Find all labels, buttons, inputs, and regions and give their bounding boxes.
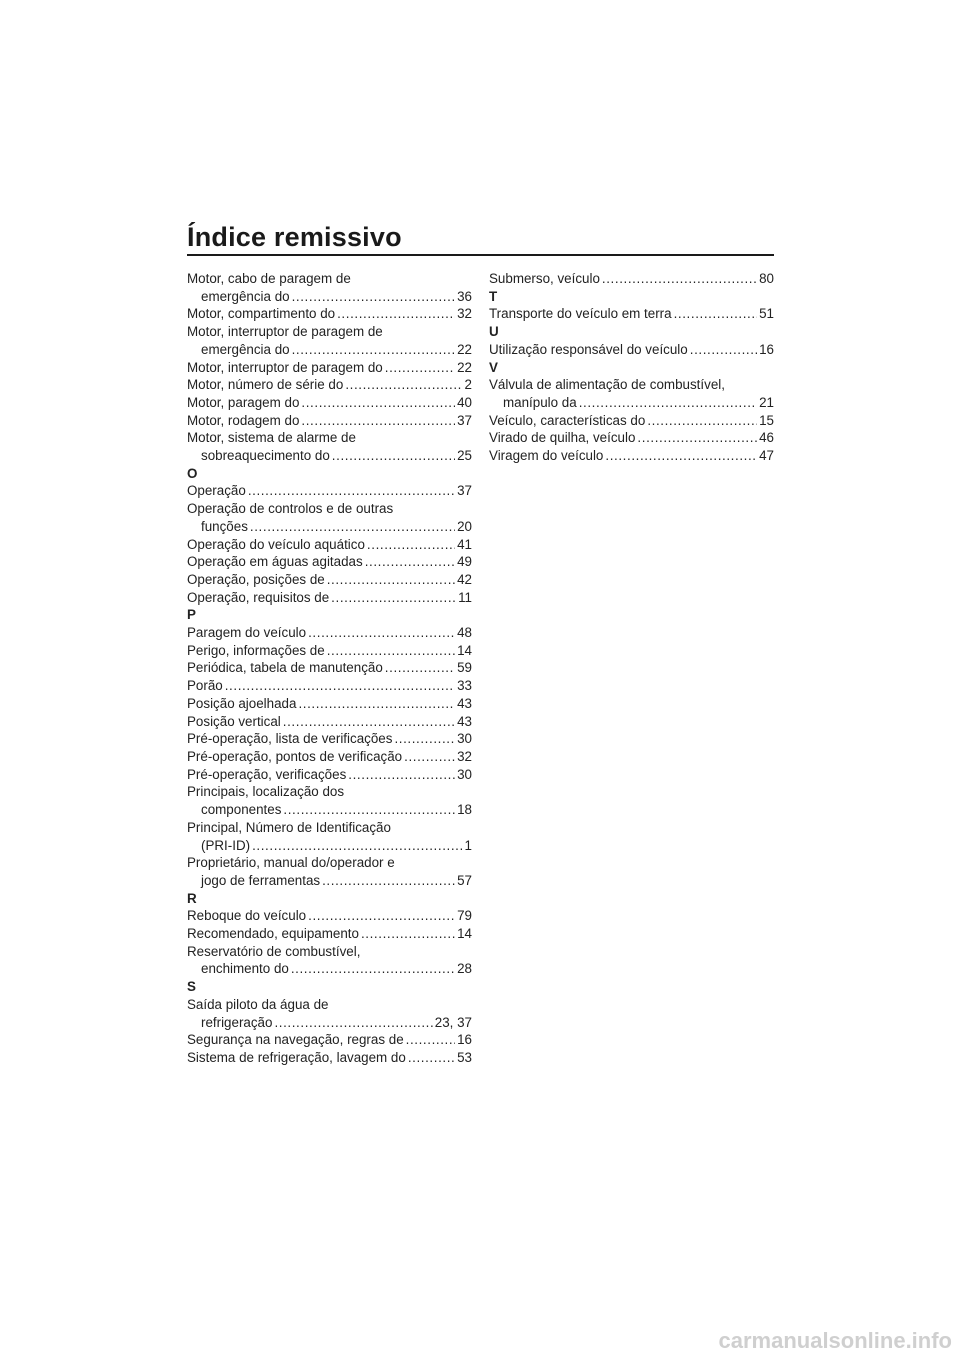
dot-leader xyxy=(283,713,455,731)
index-entry xyxy=(187,571,472,589)
index-page-number: 32 xyxy=(457,306,472,322)
index-page-number: 46 xyxy=(759,430,774,446)
index-letter-heading: R xyxy=(187,890,197,906)
dot-leader xyxy=(647,412,757,430)
index-entry xyxy=(187,925,472,943)
dot-leader xyxy=(637,429,757,447)
index-entry xyxy=(187,482,472,500)
index-entry xyxy=(187,819,472,854)
dot-leader xyxy=(332,447,455,465)
index-entry xyxy=(187,412,472,430)
index-entry-text: Operação de controlos e de outras xyxy=(187,501,394,517)
index-page-number: 59 xyxy=(457,660,472,676)
index-entry-text: emergência do xyxy=(201,288,290,304)
index-page-number: 22 xyxy=(457,341,472,357)
index-page-number: 18 xyxy=(457,802,472,818)
index-entry-text: Motor, cabo de paragem de xyxy=(187,271,351,286)
index-entry-text: Perigo, informações de xyxy=(187,642,325,658)
dot-leader xyxy=(292,341,456,359)
index-page-number: 51 xyxy=(759,306,774,322)
index-entry xyxy=(187,394,472,412)
index-entry-text: (PRI-ID) xyxy=(201,837,251,853)
index-entry-text: Periódica, tabela de manutenção xyxy=(187,660,383,676)
index-entry xyxy=(187,748,472,766)
index-letter-heading: O xyxy=(187,465,198,481)
index-entry-text: Válvula de alimentação de combustível, xyxy=(489,377,725,393)
index-entry xyxy=(187,713,472,731)
index-entry xyxy=(187,536,472,554)
index-page-number: 14 xyxy=(457,642,472,658)
dot-leader xyxy=(327,642,455,660)
index-entry-text: Reservatório de combustível, xyxy=(187,943,361,959)
index-page-number: 28 xyxy=(457,961,472,977)
index-page-number: 2 xyxy=(464,377,472,393)
index-page-number: 25 xyxy=(457,448,472,464)
index-entry-text: jogo de ferramentas xyxy=(201,872,321,888)
index-page-number: 47 xyxy=(759,448,774,464)
index-entry xyxy=(489,270,774,288)
index-entry-text: Motor, rodagem do xyxy=(187,412,300,428)
index-column-left xyxy=(187,270,472,1067)
index-page-number: 20 xyxy=(457,518,472,534)
dot-leader xyxy=(394,730,455,748)
index-entry xyxy=(187,695,472,713)
dot-leader xyxy=(248,482,455,500)
dot-leader xyxy=(345,376,462,394)
dot-leader xyxy=(322,872,455,890)
index-entry-text: Viragem do veículo xyxy=(489,448,604,464)
index-entry xyxy=(187,376,472,394)
index-entry-text: Paragem do veículo xyxy=(187,625,307,641)
index-entry-text: Transporte do veículo em terra xyxy=(489,306,672,322)
index-entry-text: Submerso, veículo xyxy=(489,271,600,286)
index-entry xyxy=(187,429,472,464)
index-entry-text: Motor, paragem do xyxy=(187,394,300,410)
index-page-number: 41 xyxy=(457,536,472,552)
index-letter-heading: P xyxy=(187,607,196,623)
dot-leader xyxy=(690,341,757,359)
index-page-number: 36 xyxy=(457,288,472,304)
index-page-number: 40 xyxy=(457,394,472,410)
index-entry-text: Pré-operação, lista de verificações xyxy=(187,731,393,747)
index-page-number: 15 xyxy=(759,412,774,428)
page-title: Índice remissivo xyxy=(187,222,402,252)
index-entry xyxy=(187,996,472,1031)
index-entry-text: Reboque do veículo xyxy=(187,908,307,924)
dot-leader xyxy=(348,766,455,784)
index-entry xyxy=(187,270,472,305)
index-entry-text: enchimento do xyxy=(201,961,289,977)
index-entry-text: Recomendado, equipamento xyxy=(187,926,359,942)
index-entry-text: Motor, interruptor de paragem de xyxy=(187,324,383,340)
index-entry xyxy=(187,854,472,889)
dot-leader xyxy=(250,518,455,536)
index-entry-text: Operação, requisitos de xyxy=(187,589,330,605)
index-entry-text: Segurança na navegação, regras de xyxy=(187,1032,404,1048)
index-page-number: 43 xyxy=(457,713,472,729)
index-entry-text: Operação do veículo aquático xyxy=(187,536,365,552)
dot-leader xyxy=(301,412,455,430)
index-page-number: 48 xyxy=(457,625,472,641)
dot-leader xyxy=(301,394,455,412)
index-entry xyxy=(187,323,472,358)
index-entry xyxy=(187,1049,472,1067)
index-entry-text: Pré-operação, verificações xyxy=(187,766,347,782)
index-page-number: 80 xyxy=(759,271,774,286)
index-page-number: 37 xyxy=(457,483,472,499)
dot-leader xyxy=(385,659,455,677)
index-page-number: 1 xyxy=(464,837,472,853)
title-rule xyxy=(187,254,774,256)
dot-leader xyxy=(408,1049,455,1067)
index-letter-heading: T xyxy=(489,288,498,304)
index-entry-text: Principal, Número de Identificação xyxy=(187,819,391,835)
index-entry-text: Operação, posições de xyxy=(187,571,325,587)
index-entry xyxy=(187,943,472,978)
index-entry xyxy=(187,642,472,660)
index-page-number: 79 xyxy=(457,908,472,924)
index-page-number: 21 xyxy=(759,394,774,410)
index-entry-text: Veículo, características do xyxy=(489,412,646,428)
dot-leader xyxy=(225,677,455,695)
dot-leader xyxy=(331,589,456,607)
dot-leader xyxy=(674,305,758,323)
index-page-number: 57 xyxy=(457,872,472,888)
index-page-number: 49 xyxy=(457,554,472,570)
index-page-number: 11 xyxy=(458,589,472,605)
index-entry xyxy=(489,341,774,359)
dot-leader xyxy=(298,695,455,713)
index-page-number: 16 xyxy=(759,341,774,357)
dot-leader xyxy=(292,288,456,306)
dot-leader xyxy=(337,305,455,323)
index-letter-heading: V xyxy=(489,359,498,375)
index-entry xyxy=(489,412,774,430)
index-entry xyxy=(187,659,472,677)
index-page-number: 30 xyxy=(457,731,472,747)
index-entry-text: Motor, compartimento do xyxy=(187,306,336,322)
index-entry-text: Sistema de refrigeração, lavagem do xyxy=(187,1049,406,1065)
index-page-number: 43 xyxy=(457,695,472,711)
index-entry-text: Operação em águas agitadas xyxy=(187,554,363,570)
index-entry xyxy=(187,305,472,323)
index-entry xyxy=(489,305,774,323)
dot-leader xyxy=(291,960,455,978)
index-entry xyxy=(187,500,472,535)
index-page-number: 23, 37 xyxy=(434,1014,472,1030)
dot-leader xyxy=(274,1014,432,1032)
index-entry-text: Utilização responsável do veículo xyxy=(489,341,688,357)
index-column-right xyxy=(489,270,774,465)
dot-leader xyxy=(579,394,757,412)
index-letter-heading: S xyxy=(187,979,196,995)
index-entry xyxy=(489,447,774,465)
index-entry xyxy=(489,376,774,411)
index-entry-text: Saída piloto da água de xyxy=(187,996,329,1012)
index-entry-text: manípulo da xyxy=(503,394,577,410)
index-entry-text: Motor, número de série do xyxy=(187,377,344,393)
index-entry-text: Virado de quilha, veículo xyxy=(489,430,636,446)
dot-leader xyxy=(327,571,455,589)
index-page-number: 37 xyxy=(457,412,472,428)
dot-leader xyxy=(308,624,455,642)
index-letter-heading: U xyxy=(489,324,499,340)
index-entry-text: Posição vertical xyxy=(187,713,281,729)
index-entry xyxy=(187,359,472,377)
dot-leader xyxy=(385,359,455,377)
index-page-number: 30 xyxy=(457,766,472,782)
watermark-url: carmanualsonline.info xyxy=(718,1328,952,1353)
index-entry-text: refrigeração xyxy=(201,1014,273,1030)
index-entry xyxy=(187,1031,472,1049)
index-entry xyxy=(187,783,472,818)
dot-leader xyxy=(283,801,455,819)
index-entry-text: Proprietário, manual do/operador e xyxy=(187,855,395,871)
dot-leader xyxy=(252,837,462,855)
index-entry-text: Principais, localização dos xyxy=(187,784,345,800)
dot-leader xyxy=(308,907,455,925)
index-entry xyxy=(187,553,472,571)
index-entry-text: Operação xyxy=(187,483,246,499)
index-entry-text: sobreaquecimento do xyxy=(201,448,330,464)
index-page-number: 14 xyxy=(457,926,472,942)
index-entry-text: Motor, sistema de alarme de xyxy=(187,430,356,446)
index-page-number: 32 xyxy=(457,748,472,764)
dot-leader xyxy=(367,536,455,554)
dot-leader xyxy=(605,447,757,465)
index-page-number: 33 xyxy=(457,678,472,694)
index-entry-text: Motor, interruptor de paragem do xyxy=(187,359,383,375)
dot-leader xyxy=(365,553,455,571)
index-page-number: 42 xyxy=(457,571,472,587)
index-entry xyxy=(187,677,472,695)
dot-leader xyxy=(404,748,455,766)
index-page-number: 16 xyxy=(457,1032,472,1048)
index-entry xyxy=(489,429,774,447)
index-entry-text: componentes xyxy=(201,802,282,818)
index-page-number: 22 xyxy=(457,359,472,375)
index-entry-text: Porão xyxy=(187,678,223,694)
index-entry-text: Pré-operação, pontos de verificação xyxy=(187,748,403,764)
index-entry xyxy=(187,589,472,607)
index-entry xyxy=(187,907,472,925)
index-entry-text: emergência do xyxy=(201,341,290,357)
dot-leader xyxy=(406,1031,455,1049)
dot-leader xyxy=(602,270,757,288)
index-entry-text: Posição ajoelhada xyxy=(187,695,297,711)
index-entry xyxy=(187,730,472,748)
dot-leader xyxy=(361,925,455,943)
index-entry xyxy=(187,624,472,642)
index-entry-text: funções xyxy=(201,518,248,534)
index-page-number: 53 xyxy=(457,1049,472,1065)
index-entry xyxy=(187,766,472,784)
